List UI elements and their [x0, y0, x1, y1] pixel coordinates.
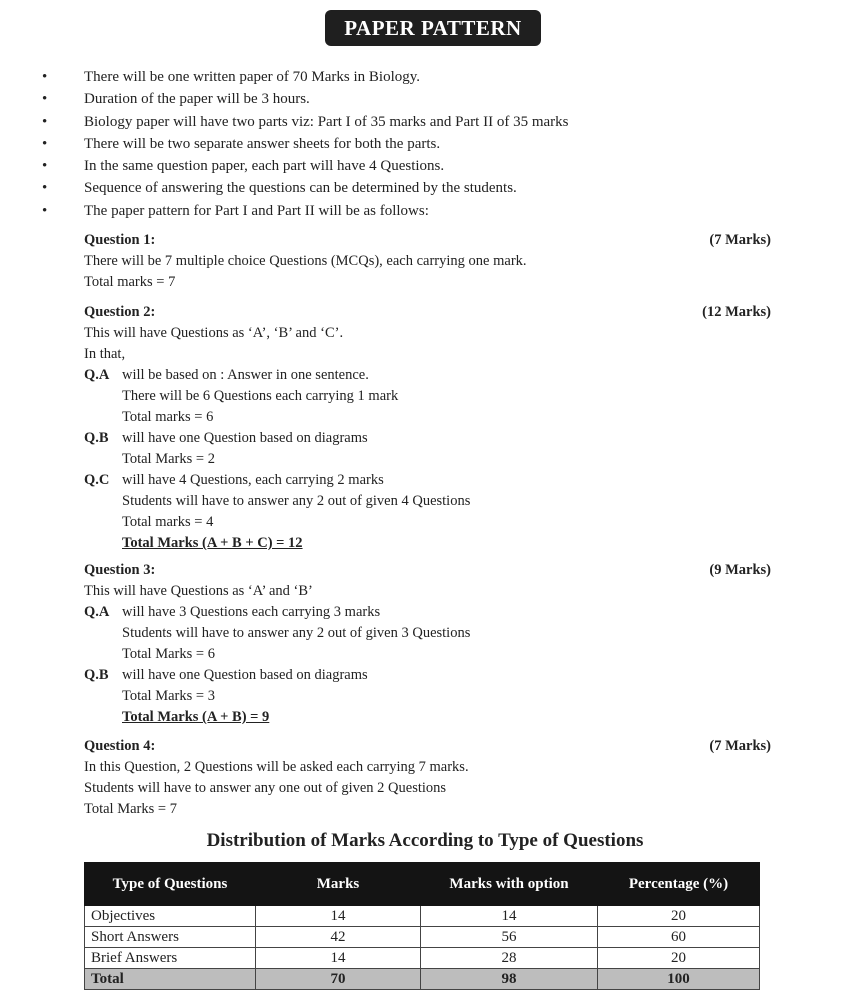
column-header: Percentage (%)	[598, 863, 760, 906]
q3-a-total: Total Marks = 6	[122, 646, 215, 662]
column-header: Marks with option	[421, 863, 598, 906]
q3-a-text: will have 3 Questions each carrying 3 marks	[122, 604, 381, 620]
q2-c-total: Total marks = 4	[122, 514, 214, 530]
question-1-marks: (7 Marks)	[709, 232, 771, 248]
q3-b-label: Q.B	[84, 667, 109, 683]
question-4-line: Students will have to answer any one out of given 2 Questions	[84, 780, 447, 796]
q2-b-label: Q.B	[84, 430, 109, 446]
bullet-item: • There will be one written paper of 70 Marks in Biology.	[40, 66, 568, 88]
table-cell: 70	[256, 969, 421, 990]
q3-b-text: will have one Question based on diagrams	[122, 667, 368, 683]
bullet-item: • Sequence of answering the questions can be determined by the students.	[40, 177, 568, 199]
table-cell: Short Answers	[85, 927, 256, 948]
question-3-marks: (9 Marks)	[709, 562, 771, 578]
table-cell: 42	[256, 927, 421, 948]
table-cell: 100	[598, 969, 760, 990]
question-4-marks: (7 Marks)	[709, 738, 771, 754]
question-1-total: Total marks = 7	[84, 274, 176, 290]
bullet-list	[40, 66, 568, 222]
question-1-line: There will be 7 multiple choice Questions (MCQs), each carrying one mark.	[84, 253, 527, 269]
q2-a-line: There will be 6 Questions each carrying 1 mark	[122, 388, 399, 404]
table-cell: 56	[421, 927, 598, 948]
table-row	[85, 906, 760, 927]
question-1-section	[84, 230, 774, 293]
q3-a-line: Students will have to answer any 2 out of given 3 Questions	[122, 625, 471, 641]
question-3-section	[84, 560, 774, 728]
q2-a-label: Q.A	[84, 367, 110, 383]
table-cell: Objectives	[85, 906, 256, 927]
page-title: PAPER PATTERN	[325, 10, 541, 46]
q2-a-total: Total marks = 6	[122, 409, 214, 425]
table-row	[85, 927, 760, 948]
q3-a-label: Q.A	[84, 604, 110, 620]
table-cell: 20	[598, 948, 760, 969]
table-cell: 20	[598, 906, 760, 927]
table-cell: 28	[421, 948, 598, 969]
question-3-heading: Question 3:	[84, 562, 156, 578]
bullet-item: • In the same question paper, each part will have 4 Questions.	[40, 155, 568, 177]
question-2-marks: (12 Marks)	[702, 304, 771, 320]
bullet-item: • There will be two separate answer sheets for both the parts.	[40, 133, 568, 155]
table-total-row	[85, 969, 760, 990]
table-header-row	[85, 863, 760, 906]
question-1-heading: Question 1:	[84, 232, 156, 248]
table-cell: 98	[421, 969, 598, 990]
column-header: Marks	[256, 863, 421, 906]
question-4-section	[84, 736, 774, 820]
question-4-total: Total Marks = 7	[84, 801, 177, 817]
q2-b-total: Total Marks = 2	[122, 451, 215, 467]
table-cell: 14	[421, 906, 598, 927]
question-2-section	[84, 302, 774, 554]
table-cell: 14	[256, 906, 421, 927]
table-cell: Brief Answers	[85, 948, 256, 969]
table-cell: 14	[256, 948, 421, 969]
table-row	[85, 948, 760, 969]
distribution-title: Distribution of Marks According to Type of Questions	[206, 830, 644, 851]
q2-c-line: Students will have to answer any 2 out of given 4 Questions	[122, 493, 471, 509]
q2-b-text: will have one Question based on diagrams	[122, 430, 368, 446]
question-2-grand-total: Total Marks (A + B + C) = 12	[122, 535, 303, 551]
q2-c-label: Q.C	[84, 472, 110, 488]
table-cell: 60	[598, 927, 760, 948]
q2-c-text: will have 4 Questions, each carrying 2 marks	[122, 472, 384, 488]
question-3-grand-total: Total Marks (A + B) = 9	[122, 709, 270, 725]
question-2-intro: This will have Questions as ‘A’, ‘B’ and ‘C’.	[84, 325, 344, 341]
question-4-line: In this Question, 2 Questions will be asked each carrying 7 marks.	[84, 759, 469, 775]
question-3-intro: This will have Questions as ‘A’ and ‘B’	[84, 583, 313, 599]
question-2-heading: Question 2:	[84, 304, 156, 320]
q2-a-text: will be based on : Answer in one sentence.	[122, 367, 369, 383]
q3-b-total: Total Marks = 3	[122, 688, 215, 704]
bullet-item: • Biology paper will have two parts viz: Part I of 35 marks and Part II of 35 marks	[40, 111, 568, 133]
bullet-item: • Duration of the paper will be 3 hours.	[40, 88, 568, 110]
table-cell: Total	[85, 969, 256, 990]
bullet-item: • The paper pattern for Part I and Part II will be as follows:	[40, 200, 568, 222]
question-4-heading: Question 4:	[84, 738, 156, 754]
distribution-table	[84, 862, 760, 990]
question-2-intro: In that,	[84, 346, 126, 362]
column-header: Type of Questions	[85, 863, 256, 906]
